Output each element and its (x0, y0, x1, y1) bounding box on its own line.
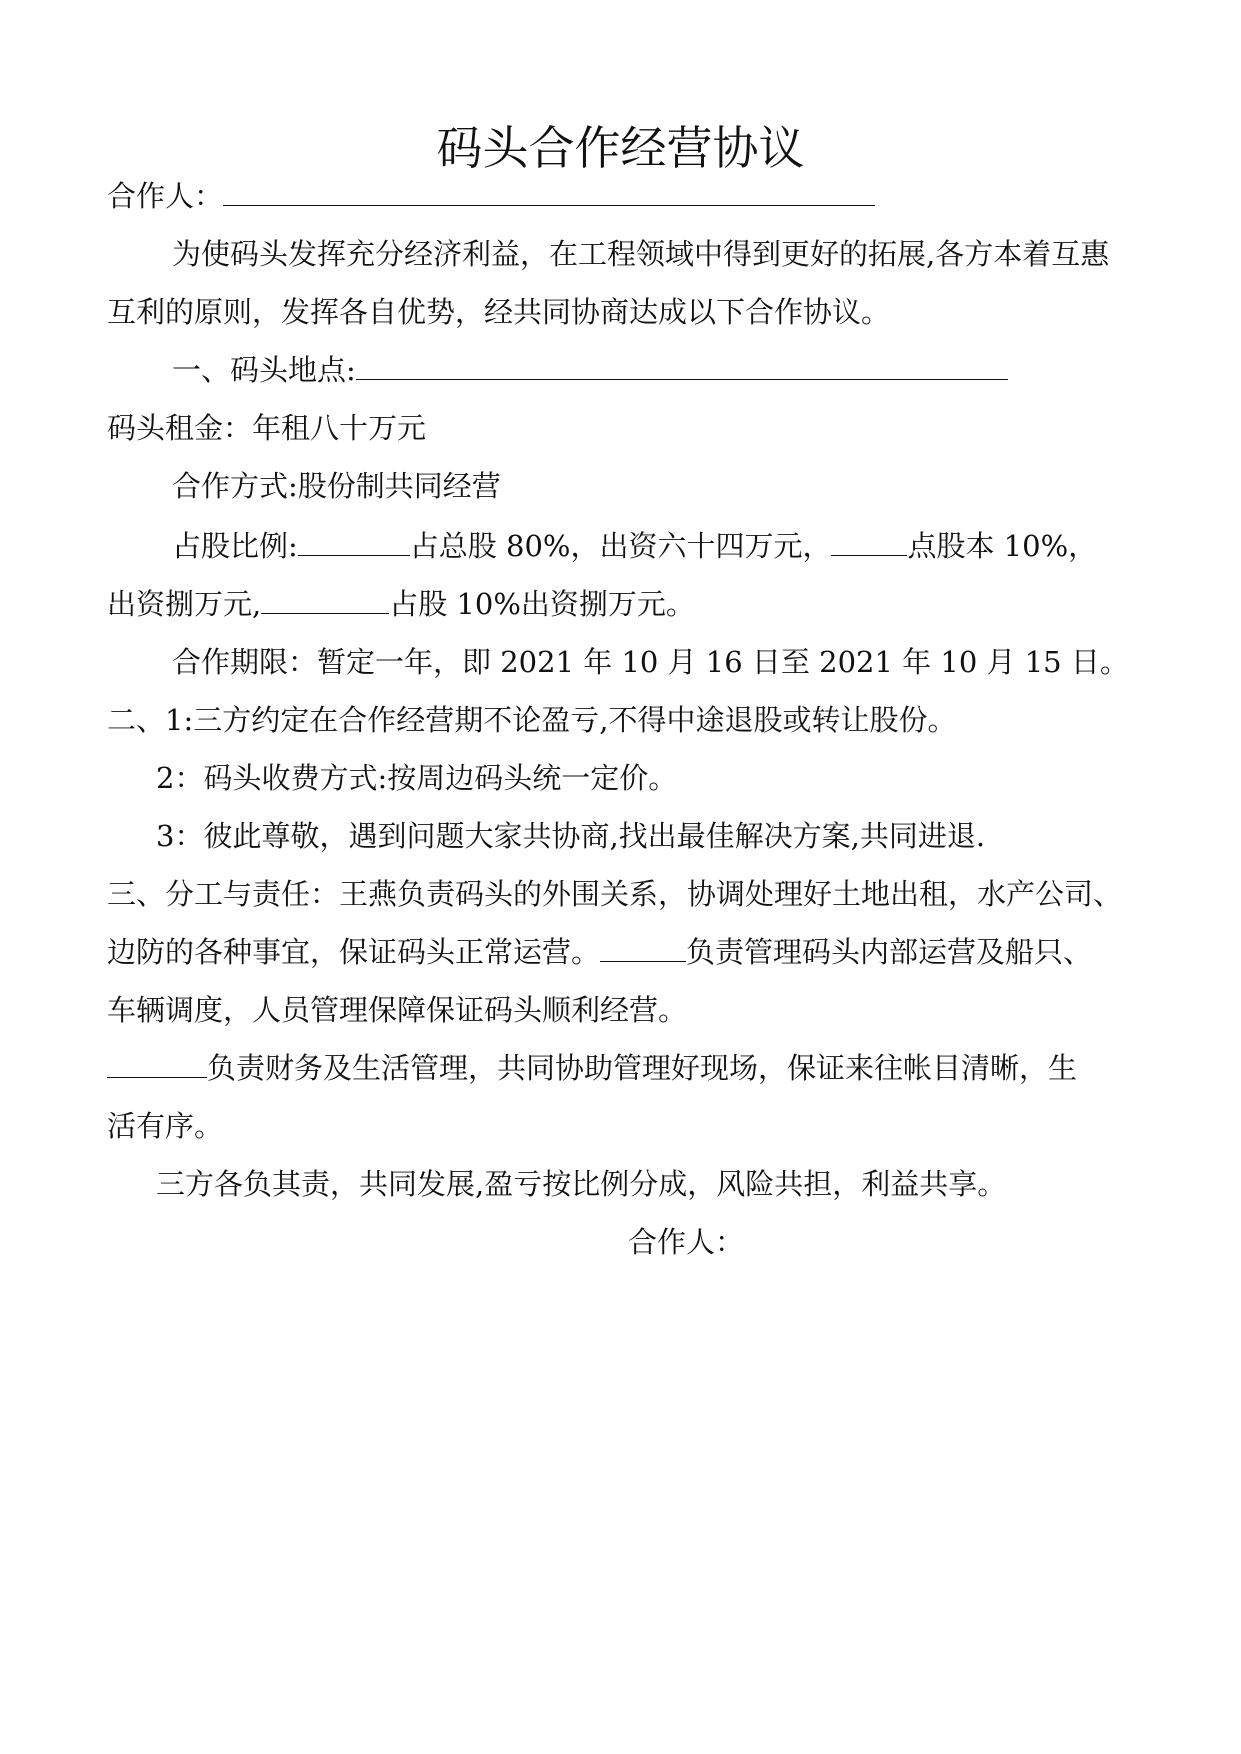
location-label: 一、码头地点: (172, 353, 356, 387)
share-text-d: 占股 10%出资捌万元。 (389, 587, 695, 621)
location-blank (356, 351, 1008, 380)
section3-blank-1 (600, 933, 686, 962)
section3-blank-2 (107, 1049, 207, 1078)
closing-line: 三方各负其责，共同发展,盈亏按比例分成，风险共担，利益共享。 (156, 1167, 1007, 1201)
section2-item1: 二、1:三方约定在合作经营期不论盈亏,不得中途退股或转让股份。 (107, 703, 957, 737)
section3-line3: 车辆调度，人员管理保障保证码头顺利经营。 (107, 993, 688, 1027)
section3-line2 (107, 932, 1092, 972)
section3-line2a: 边防的各种事宜，保证码头正常运营。 (107, 935, 601, 969)
section3-line1: 三、分工与责任：王燕负责码头的外围关系，协调处理好土地出租，水产公司、 (107, 877, 1123, 911)
rent-line: 码头租金：年租八十万元 (107, 411, 427, 445)
section3-line5: 活有序。 (107, 1109, 224, 1143)
share-text-c: 出资捌万元, (107, 587, 262, 621)
document-title: 码头合作经营协议 (436, 121, 805, 175)
share-text-b: 点股本 10%， (907, 529, 1098, 563)
signature-label: 合作人： (628, 1225, 745, 1259)
section3-line4-text: 负责财务及生活管理，共同协助管理好现场，保证来往帐目清晰，生 (207, 1051, 1078, 1085)
share-blank-1 (298, 527, 410, 556)
section2-item2: 2：码头收费方式:按周边码头统一定价。 (156, 761, 678, 795)
partner-blank (223, 177, 875, 206)
share-line-2 (107, 584, 695, 624)
share-blank-2 (831, 527, 907, 556)
share-blank-3 (261, 585, 389, 614)
share-line-1 (172, 526, 1097, 566)
intro-line-1: 为使码头发挥充分经济利益，在工程领域中得到更好的拓展,各方本着互惠 (172, 237, 1110, 271)
intro-line-2: 互利的原则，发挥各自优势，经共同协商达成以下合作协议。 (107, 295, 891, 329)
term-line: 合作期限：暂定一年，即 2021 年 10 月 16 日至 2021 年 10 月 15 日。 (172, 645, 1129, 679)
share-label: 占股比例: (172, 529, 298, 563)
partner-line (107, 176, 875, 216)
mode-line: 合作方式:股份制共同经营 (172, 469, 501, 503)
section3-line4 (107, 1048, 1077, 1088)
location-line (172, 350, 1008, 390)
partner-label: 合作人： (107, 179, 224, 213)
section3-line2b: 负责管理码头内部运营及船只、 (686, 935, 1093, 969)
section2-item3: 3：彼此尊敬，遇到问题大家共协商,找出最佳解决方案,共同进退. (156, 819, 986, 853)
share-text-a: 占总股 80%，出资六十四万元， (409, 529, 832, 563)
